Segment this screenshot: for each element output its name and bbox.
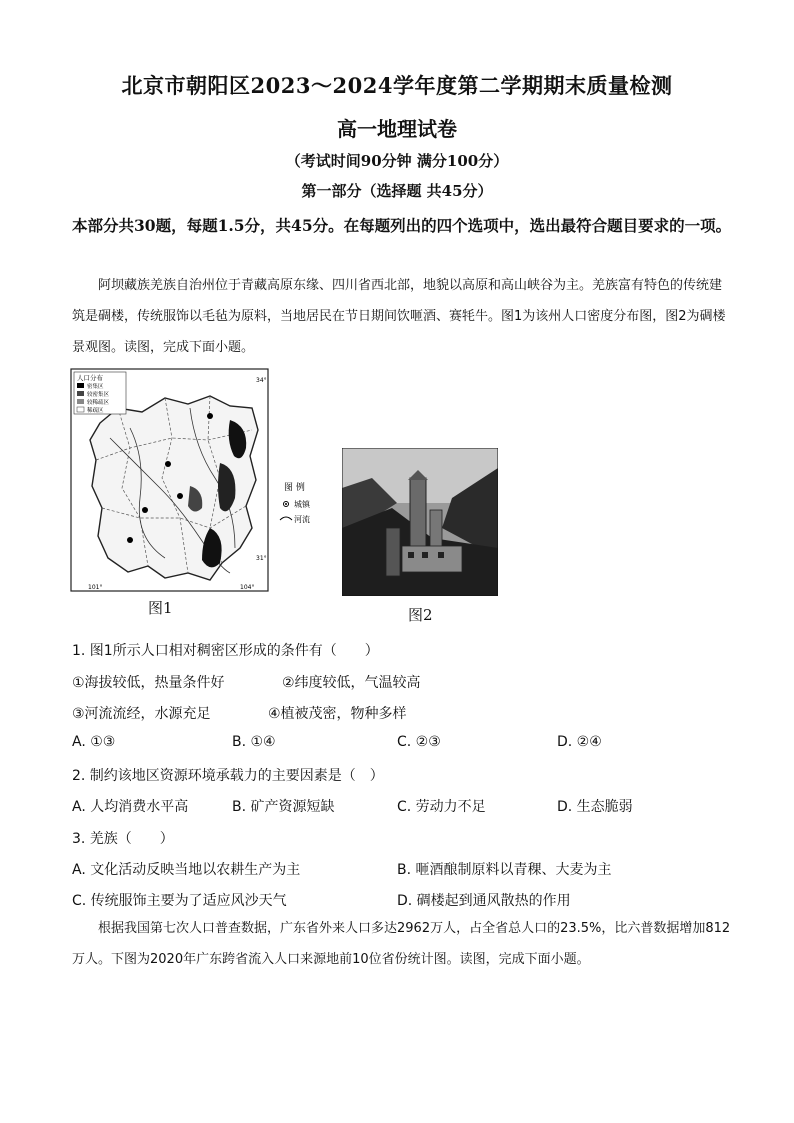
lat-top-label: 34° (256, 377, 267, 384)
exam-info: （考试时间90分钟 满分100分） (285, 152, 509, 170)
legend-dense: 密集区 (87, 384, 104, 390)
question-1-stem: 1. 图1所示人口相对稠密区形成的条件有（ ） (72, 643, 379, 659)
q2-option-d[interactable]: D. 生态脆弱 (557, 799, 633, 815)
q2-option-c[interactable]: C. 劳动力不足 (397, 799, 486, 815)
q2-option-a[interactable]: A. 人均消费水平高 (72, 799, 189, 815)
q1-option-b[interactable]: B. ①④ (232, 734, 276, 750)
q2-option-b[interactable]: B. 矿产资源短缺 (232, 799, 335, 815)
q1-statement-2: ②纬度较低，气温较高 (282, 675, 421, 691)
passage-intro: 阿坝藏族羌族自治州位于青藏高原东缘、四川省西北部，地貌以高原和高山峡谷为主。羌族富有特色的传统建筑是碉楼，传统服饰以毛毡为原料，当地居民在节日期间饮咂酒、赛牦牛。图1为该州人口密度分布图，图2为碉楼景观图。读图，完成下面小题。 (72, 278, 726, 355)
map-legend (278, 478, 348, 528)
part-title: 第一部分（选择题 共45分） (301, 182, 493, 200)
legend-fairly-dense: 较密集区 (87, 392, 110, 398)
exam-title: 北京市朝阳区2023～2024学年度第二学期期末质量检测 (121, 73, 673, 98)
exam-subtitle: 高一地理试卷 (337, 117, 457, 141)
watchtower-photo (342, 448, 498, 596)
legend-fairly-sparse: 较稀疏区 (87, 400, 110, 406)
q1-option-a[interactable]: A. ①③ (72, 734, 116, 750)
map-legend-title: 人口分布 (77, 374, 103, 382)
q3-option-b[interactable]: B. 咂酒酿制原料以青稞、大麦为主 (397, 862, 612, 878)
question-3-stem: 3. 羌族（ ） (72, 831, 174, 847)
q1-statement-1: ①海拔较低，热量条件好 (72, 675, 225, 691)
figure1-caption: 图1 (148, 599, 173, 617)
q1-option-d[interactable]: D. ②④ (557, 734, 602, 750)
map-legend-river: 河流 (294, 515, 310, 524)
q3-option-d[interactable]: D. 碉楼起到通风散热的作用 (397, 893, 571, 909)
q3-option-a[interactable]: A. 文化活动反映当地以农耕生产为主 (72, 862, 301, 878)
map-legend-heading: 图 例 (284, 483, 305, 493)
legend-sparse: 稀疏区 (87, 408, 104, 414)
lon-left-label: 101° (88, 584, 103, 591)
figure2-caption: 图2 (408, 606, 433, 624)
q1-statement-3: ③河流流经，水源充足 (72, 706, 211, 722)
lat-bottom-label: 31° (256, 555, 267, 562)
q1-option-c[interactable]: C. ②③ (397, 734, 441, 750)
q3-option-c[interactable]: C. 传统服饰主要为了适应风沙天气 (72, 893, 287, 909)
map-legend-town: 城镇 (294, 500, 310, 509)
question-2-stem: 2. 制约该地区资源环境承载力的主要因素是（ ） (72, 768, 384, 784)
passage-census: 根据我国第七次人口普查数据，广东省外来人口多达2962万人，占全省总人口的23.5%，比六普数据增加812万人。下图为2020年广东跨省流入人口来源地前10位省份统计图。读图，完成下面小题。 (72, 921, 731, 967)
lon-right-label: 104° (240, 584, 255, 591)
q1-statement-4: ④植被茂密，物种多样 (268, 706, 407, 722)
population-density-map (70, 368, 270, 593)
part-instruction: 本部分共30题，每题1.5分，共45分。在每题列出的四个选项中，选出最符合题目要求的一项。 (72, 216, 732, 235)
